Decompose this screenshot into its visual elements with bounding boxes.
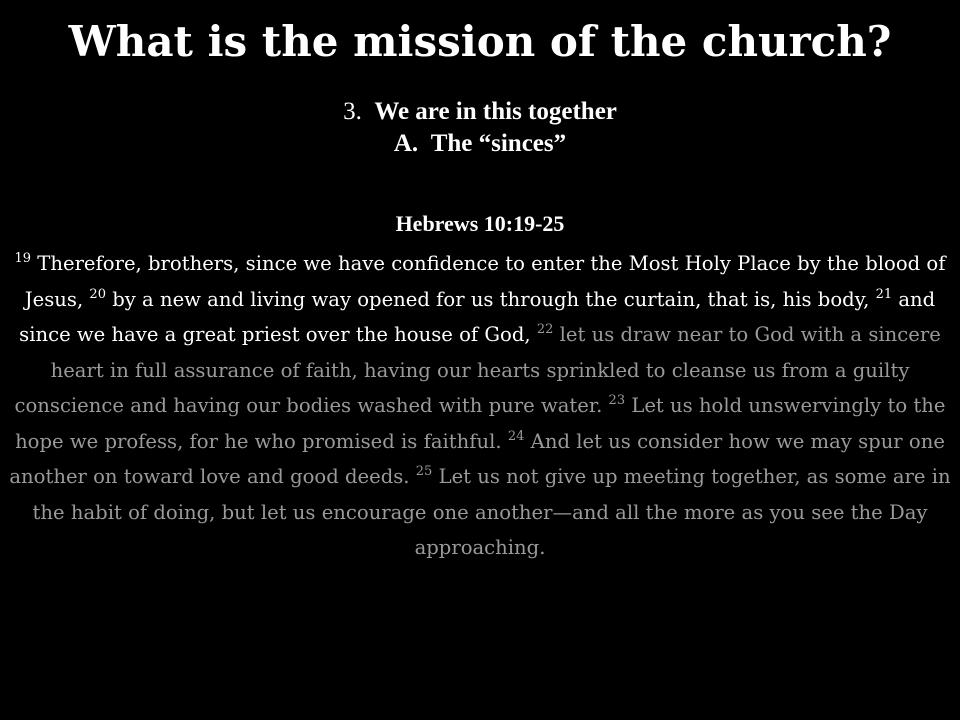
slide-title: What is the mission of the church?	[68, 17, 892, 66]
outline-subpoint-letter: A.	[393, 130, 419, 157]
verse-21-text: and since we have a great priest over the house of God,	[19, 287, 936, 346]
outline	[0, 96, 960, 160]
verse-number-23: 23	[608, 393, 626, 408]
verse-25-text: Let us not give up meeting together, as some are in the habit of doing, but let us encourage one another—and all the more as you see the Day approaching.	[32, 465, 951, 559]
verse-number-24: 24	[507, 428, 525, 444]
verse-number-25: 25	[415, 464, 433, 479]
verse-22-text: let us draw near to God with a sincere heart in full assurance of faith, having our hearts sprinkled to cleanse us from a guilty conscience and having our bodies washed with pure water.	[14, 323, 941, 417]
outline-point-number: 3.	[343, 98, 362, 125]
verse-number-22: 22	[536, 322, 554, 337]
scripture-passage	[8, 246, 952, 566]
outline-subpoint-text: The “sinces”	[430, 130, 567, 157]
outline-point	[0, 96, 960, 128]
verse-number-21: 21	[875, 286, 893, 302]
verse-19-text: Therefore, brothers, since we have confidence to enter the Most Holy Place by the blood of Jesus,	[24, 252, 946, 311]
verse-number-20: 20	[89, 286, 106, 302]
scripture-reference: Hebrews 10:19-25	[395, 211, 565, 236]
verse-20-text: by a new and living way opened for us through the curtain, that is, his body,	[112, 287, 870, 311]
verse-number-19: 19	[14, 251, 32, 266]
outline-point-text: We are in this together	[374, 98, 617, 125]
verse-23-text: Let us hold unswervingly to the hope we profess, for he who promised is faithful.	[15, 394, 946, 453]
verse-24-text: And let us consider how we may spur one another on toward love and good deeds.	[9, 429, 945, 488]
outline-subpoint	[0, 128, 960, 160]
